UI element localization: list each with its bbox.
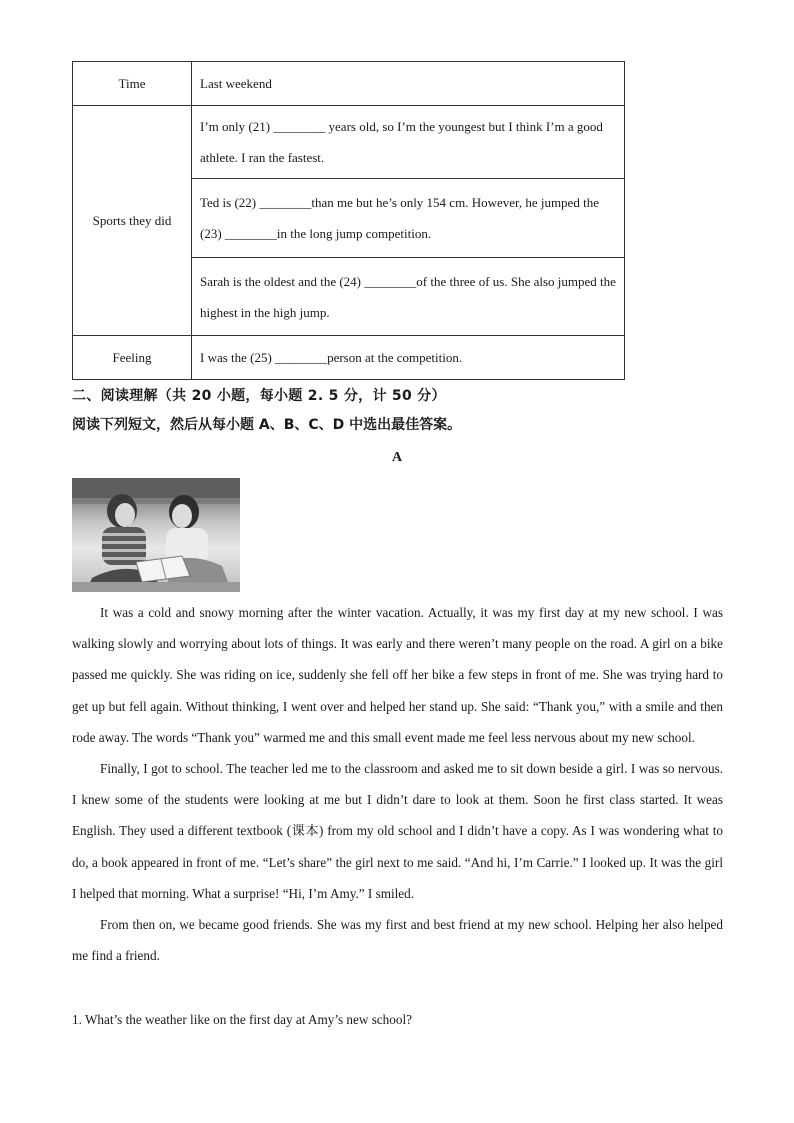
sports-cell-21: I’m only (21) ________ years old, so I’m the youngest but I think I’m a good athlete. I ran the fastest.: [192, 106, 625, 179]
sports-cell-22-23: Ted is (22) ________than me but he’s only 154 cm. However, he jumped the (23) ________in the long jump competition.: [192, 179, 625, 258]
passage-paragraph: It was a cold and snowy morning after the winter vacation. Actually, it was my first day at my new school. I was walking slowly and worrying about lots of things. It was early and there weren’t many people on the road. A girl on a bike passed me quickly. She was riding on ice, suddenly she fell off her bike a few steps in front of me. She was trying hard to get up but fell again. Without thinking, I went over and helped her stand up. She said: “Thank you,” with a smile and then rode away. The words “Thank you” warmed me and this small event made me feel less nervous about my new school.: [72, 605, 723, 745]
passage-body: [72, 597, 723, 971]
question-1: 1. What’s the weather like on the first day at Amy’s new school?: [72, 1012, 412, 1027]
section-instruction: 阅读下列短文，然后从每小题 A、B、C、D 中选出最佳答案。: [72, 417, 462, 433]
table-row-feeling: [73, 336, 625, 380]
section-title: 二、阅读理解（共 20 小题，每小题 2. 5 分，计 50 分）: [72, 388, 446, 404]
passage-label: A: [391, 450, 403, 465]
info-table: [72, 61, 625, 380]
feeling-value: I was the (25) ________person at the competition.: [192, 336, 625, 380]
passage-photo: [72, 478, 240, 592]
table-row-time: [73, 62, 625, 106]
time-value: Last weekend: [192, 62, 625, 106]
sports-cell-24: Sarah is the oldest and the (24) ________of the three of us. She also jumped the highest in the high jump.: [192, 258, 625, 336]
feeling-label: Feeling: [73, 336, 192, 380]
two-girls-photo-illustration: [72, 478, 240, 592]
time-label: Time: [73, 62, 192, 106]
sports-label: Sports they did: [73, 106, 192, 336]
passage-paragraph: From then on, we became good friends. She was my first and best friend at my new school. Helping her also helped me find a friend.: [72, 917, 723, 964]
table-row-sports-1: [73, 106, 625, 179]
passage-paragraph: Finally, I got to school. The teacher led me to the classroom and asked me to sit down beside a girl. I was so nervous. I knew some of the students were looking at me but I didn’t dare to look at them. Soon he first class started. It weas English. They used a different textbook (课本) from my old school and I didn’t have a copy. As I was wondering what to do, a book appeared in front of me. “Let’s share” the girl next to me said. “And hi, I’m Carrie.” I looked up. It was the girl I helped that morning. What a surprise! “Hi, I’m Amy.” I smiled.: [72, 761, 723, 901]
